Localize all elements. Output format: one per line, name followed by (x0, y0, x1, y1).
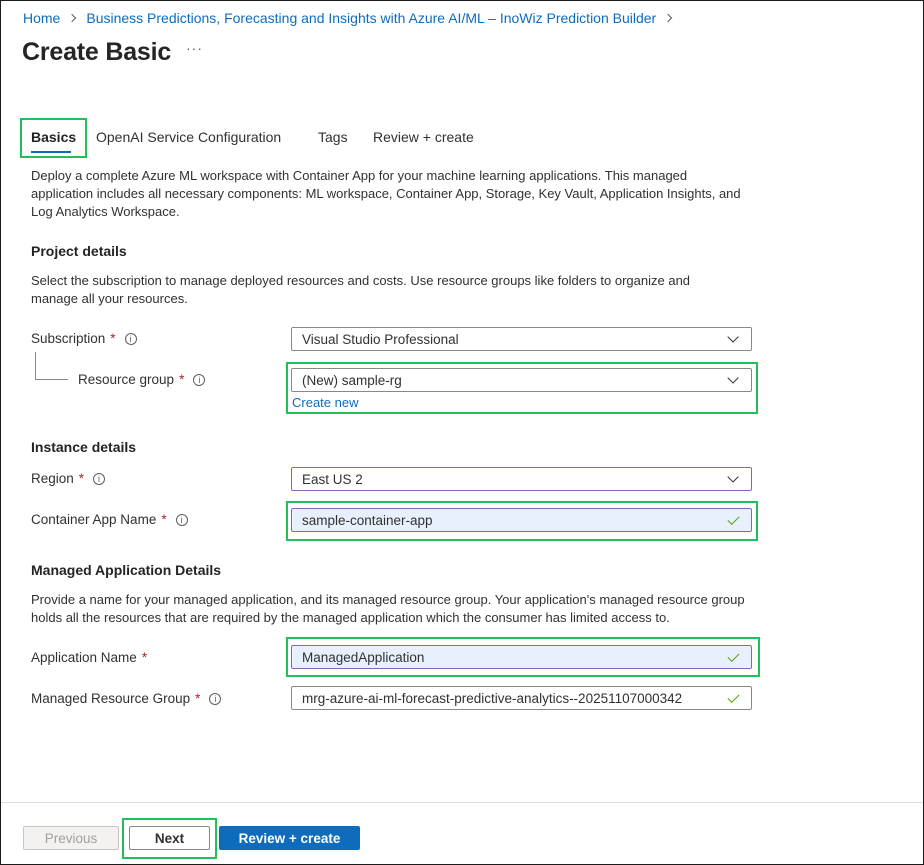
container-app-name-input[interactable] (291, 508, 752, 532)
chevron-down-icon (727, 372, 738, 383)
chevron-right-icon (664, 14, 672, 22)
review-create-button[interactable]: Review + create (219, 826, 360, 850)
managed-resource-group-value: mrg-azure-ai-ml-forecast-predictive-analytics--20251107000342 (302, 690, 683, 706)
chevron-down-icon (727, 331, 738, 342)
managed-app-description: Provide a name for your managed application, and its managed resource group. Your application's managed resource group holds all the resources that are required by the managed application which the consumer has limited access to. (31, 592, 745, 625)
checkmark-icon (727, 649, 739, 661)
checkmark-icon (727, 690, 739, 702)
intro-description: Deploy a complete Azure ML workspace with Container App for your machine learning applications. This managed application includes all necessary components: ML workspace, Container App, Storage, Key Vault, Application Insights, and Log Analytics Workspace. (31, 168, 741, 219)
region-value: East US 2 (302, 471, 363, 487)
subscription-label (31, 331, 137, 346)
resource-group-label-text: Resource group (78, 372, 175, 387)
project-details-description: Select the subscription to manage deployed resources and costs. Use resource groups like folders to organize and manage all your resources. (31, 273, 691, 306)
next-button[interactable]: Next (129, 826, 210, 850)
breadcrumb (23, 10, 682, 26)
container-app-name-label-text: Container App Name (31, 512, 157, 527)
info-icon[interactable]: i (193, 374, 205, 386)
create-new-link[interactable]: Create new (292, 395, 359, 410)
page-title: Create Basic (22, 38, 172, 66)
application-name-value: ManagedApplication (302, 649, 425, 665)
project-details-title: Project details (31, 243, 127, 259)
info-icon[interactable]: i (125, 333, 137, 345)
required-marker: * (141, 650, 148, 665)
tab-basics[interactable]: Basics (31, 129, 77, 145)
chevron-right-icon (68, 14, 76, 22)
application-name-input[interactable] (291, 645, 752, 669)
resource-group-label (78, 372, 205, 387)
subscription-dropdown[interactable] (291, 327, 752, 351)
tab-review-create[interactable]: Review + create (373, 129, 474, 145)
tab-openai-config[interactable]: OpenAI Service Configuration (96, 129, 282, 145)
breadcrumb-item[interactable]: Business Predictions, Forecasting and Insights with Azure AI/ML – InoWiz Prediction Builder (86, 10, 657, 26)
subscription-label-text: Subscription (31, 331, 106, 346)
container-app-name-value: sample-container-app (302, 512, 433, 528)
managed-resource-group-input[interactable] (291, 686, 752, 710)
tree-connector (35, 352, 36, 379)
application-name-label-text: Application Name (31, 650, 137, 665)
managed-resource-group-label-text: Managed Resource Group (31, 691, 191, 706)
required-marker: * (78, 471, 85, 486)
resource-group-value: (New) sample-rg (302, 372, 402, 388)
info-icon[interactable]: i (93, 473, 105, 485)
previous-button[interactable]: Previous (23, 826, 119, 850)
managed-app-details-title: Managed Application Details (31, 562, 222, 578)
tab-tags[interactable]: Tags (318, 129, 348, 145)
checkmark-icon (727, 512, 739, 524)
resource-group-dropdown[interactable] (291, 368, 752, 392)
container-app-name-label (31, 512, 188, 527)
instance-details-title: Instance details (31, 439, 137, 455)
subscription-value: Visual Studio Professional (302, 331, 459, 347)
tree-connector-horizontal (35, 379, 68, 380)
info-icon[interactable]: i (176, 514, 188, 526)
required-marker: * (161, 512, 167, 527)
breadcrumb-home[interactable]: Home (23, 10, 61, 26)
managed-resource-group-label (31, 691, 221, 706)
application-name-label (31, 650, 147, 665)
required-marker: * (110, 331, 116, 346)
required-marker: * (179, 372, 185, 387)
more-options-icon[interactable]: ··· (186, 40, 203, 56)
region-label-text: Region (31, 471, 74, 486)
active-tab-indicator (31, 151, 71, 153)
info-icon[interactable]: i (209, 693, 221, 705)
region-label (31, 471, 105, 486)
region-dropdown[interactable] (291, 467, 752, 491)
required-marker: * (195, 691, 201, 706)
footer-divider (1, 802, 923, 803)
chevron-down-icon (727, 471, 738, 482)
